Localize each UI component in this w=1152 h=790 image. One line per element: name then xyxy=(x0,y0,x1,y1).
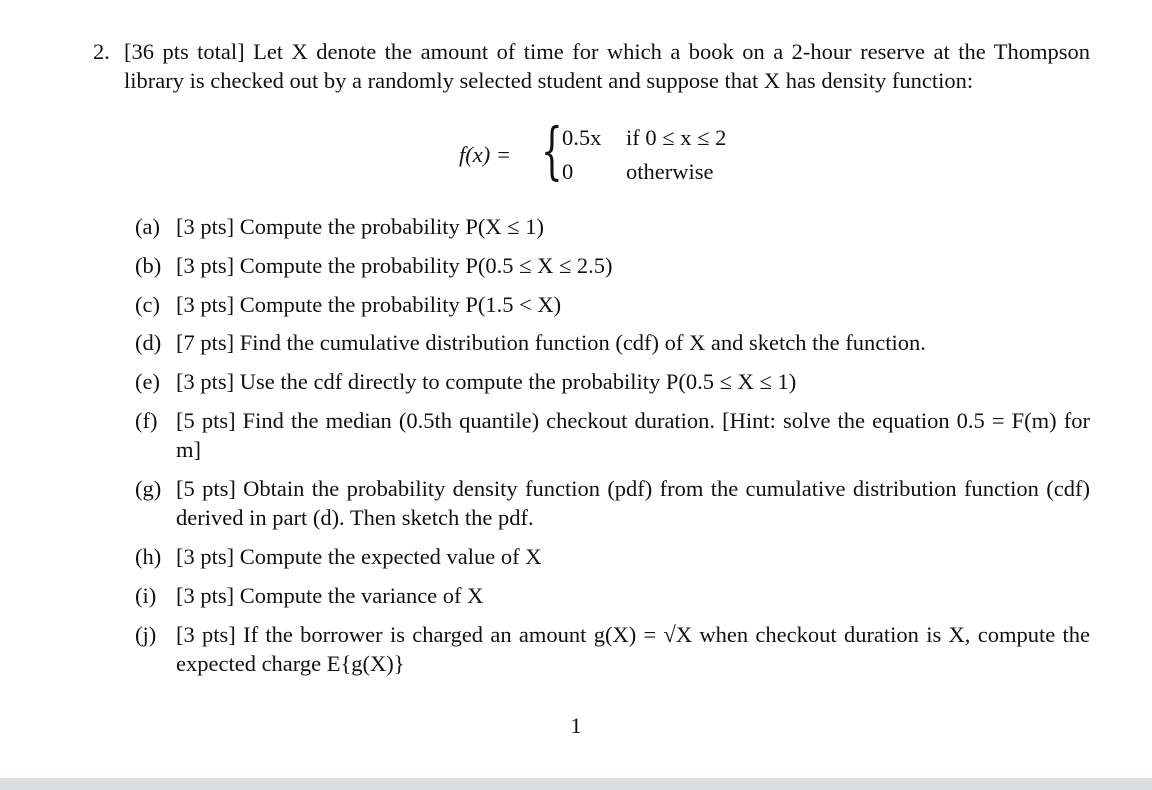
case2-value: 0 xyxy=(562,159,574,184)
part-label: (e) xyxy=(135,369,160,394)
bottom-bar xyxy=(0,778,1152,790)
part-text: [5 pts] Find the median (0.5th quantile) checkout duration. [Hint: solve the equation 0.5 = F(m) for m] xyxy=(176,408,1090,462)
part-label: (f) xyxy=(135,408,158,433)
part-text: [3 pts] Compute the probability P(1.5 < X) xyxy=(176,292,562,317)
part-text: [3 pts] Compute the expected value of X xyxy=(176,544,542,569)
density-function-formula xyxy=(459,114,779,190)
part-text: [3 pts] Use the cdf directly to compute the probability P(0.5 ≤ X ≤ 1) xyxy=(176,369,797,394)
part-text: [3 pts] Compute the variance of X xyxy=(176,583,484,608)
part-label: (h) xyxy=(135,544,162,569)
part-text: [3 pts] If the borrower is charged an amount g(X) = √X when checkout duration is X, compute the expected charge E{g(X)} xyxy=(176,622,1090,676)
part-label: (j) xyxy=(135,622,157,647)
part-text: [3 pts] Compute the probability P(0.5 ≤ X ≤ 2.5) xyxy=(176,253,613,278)
part-label: (g) xyxy=(135,476,162,501)
part-text: [7 pts] Find the cumulative distribution function (cdf) of X and sketch the function. xyxy=(176,330,926,355)
formula-lhs: f(x) = xyxy=(459,142,512,167)
problem-text: [36 pts total] Let X denote the amount of time for which a book on a 2-hour reserve at the Thompson library is checked out by a randomly selected student and suppose that X has density function: xyxy=(124,39,1090,93)
part-label: (b) xyxy=(135,253,162,278)
problem-number: 2. xyxy=(93,39,110,64)
part-label: (d) xyxy=(135,330,162,355)
case1-condition: if 0 ≤ x ≤ 2 xyxy=(626,125,727,150)
piecewise-brace: { xyxy=(541,114,563,187)
part-text: [3 pts] Compute the probability P(X ≤ 1) xyxy=(176,214,544,239)
part-text: [5 pts] Obtain the probability density function (pdf) from the cumulative distribution function (cdf) derived in part (d). Then sketch the pdf. xyxy=(176,476,1090,530)
case1-value: 0.5x xyxy=(562,125,602,150)
page-number: 1 xyxy=(570,713,582,738)
part-label: (a) xyxy=(135,214,160,239)
part-label: (i) xyxy=(135,583,157,608)
case2-condition: otherwise xyxy=(626,159,714,184)
part-label: (c) xyxy=(135,292,160,317)
